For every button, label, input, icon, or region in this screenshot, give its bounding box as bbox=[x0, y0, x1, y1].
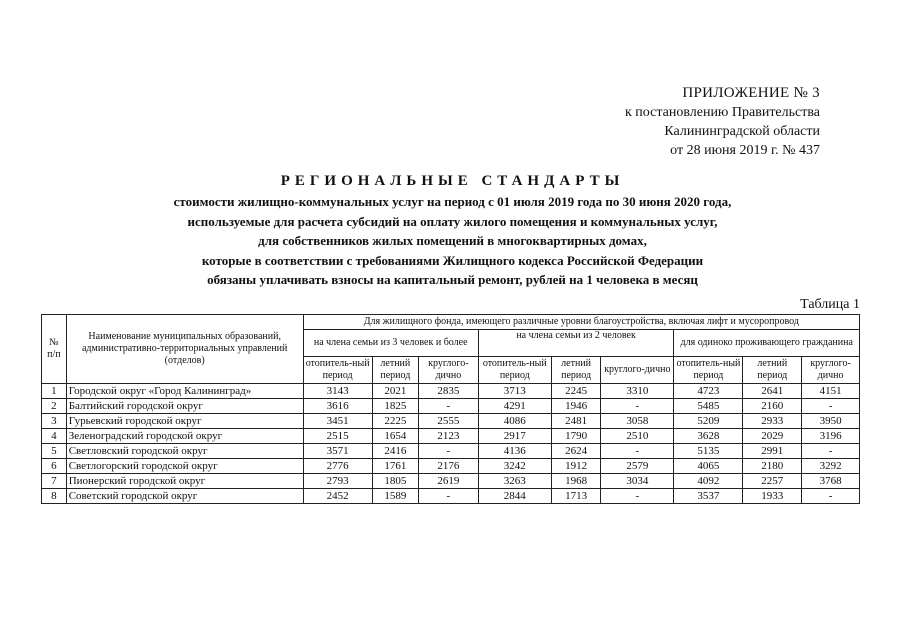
subcol-year-round: круглого-дично bbox=[802, 357, 860, 384]
col-header-name: Наименование муниципальных образований, административно-территориальных управлений (отделов) bbox=[66, 315, 303, 384]
value-cell: 2579 bbox=[601, 459, 674, 474]
value-cell: 2416 bbox=[372, 444, 418, 459]
value-cell: 1946 bbox=[551, 399, 600, 414]
value-cell: 2515 bbox=[303, 429, 372, 444]
value-cell: 2160 bbox=[743, 399, 802, 414]
municipality-name: Зеленоградский городской округ bbox=[66, 429, 303, 444]
value-cell: 3537 bbox=[674, 489, 743, 504]
subgroup-header-3-persons: на члена семьи из 3 человек и более bbox=[303, 330, 478, 357]
value-cell: 1805 bbox=[372, 474, 418, 489]
value-cell: 5485 bbox=[674, 399, 743, 414]
value-cell: 3616 bbox=[303, 399, 372, 414]
table-label: Таблица 1 bbox=[800, 297, 860, 312]
subtitle-line: стоимости жилищно-коммунальных услуг на период с 01 июля 2019 года по 30 июня 2020 года, bbox=[173, 194, 732, 209]
table-row bbox=[42, 474, 860, 489]
municipality-name: Балтийский городской округ bbox=[66, 399, 303, 414]
value-cell: 2624 bbox=[551, 444, 600, 459]
value-cell: 3310 bbox=[601, 384, 674, 399]
appendix-title: ПРИЛОЖЕНИЕ № 3 bbox=[682, 85, 820, 101]
value-cell: - bbox=[802, 489, 860, 504]
subcol-summer-period: летний период bbox=[372, 357, 418, 384]
subcol-summer-period: летний период bbox=[551, 357, 600, 384]
table-row bbox=[42, 414, 860, 429]
value-cell: - bbox=[601, 489, 674, 504]
appendix-line: к постановлению Правительства bbox=[624, 105, 820, 120]
value-cell: 1713 bbox=[551, 489, 600, 504]
municipality-name: Советский городской округ bbox=[66, 489, 303, 504]
value-cell: 5209 bbox=[674, 414, 743, 429]
value-cell: 2844 bbox=[478, 489, 551, 504]
value-cell: 3713 bbox=[478, 384, 551, 399]
row-number: 2 bbox=[42, 399, 67, 414]
subtitle-line: обязаны уплачивать взносы на капитальный ремонт, рублей на 1 человека в месяц bbox=[207, 272, 698, 287]
value-cell: 1968 bbox=[551, 474, 600, 489]
municipality-name: Городской округ «Город Калининград» bbox=[66, 384, 303, 399]
appendix-date-line: от 28 июня 2019 г. № 437 bbox=[670, 143, 820, 158]
subcol-heating-period: отопитель-ный период bbox=[674, 357, 743, 384]
appendix-line: Калининградской области bbox=[664, 124, 820, 139]
value-cell: 2641 bbox=[743, 384, 802, 399]
value-cell: 2180 bbox=[743, 459, 802, 474]
value-cell: 3242 bbox=[478, 459, 551, 474]
value-cell: - bbox=[802, 444, 860, 459]
value-cell: 1761 bbox=[372, 459, 418, 474]
value-cell: 2481 bbox=[551, 414, 600, 429]
value-cell: 2257 bbox=[743, 474, 802, 489]
subcol-year-round: круглого-дично bbox=[601, 357, 674, 384]
subcol-heating-period: отопитель-ный период bbox=[303, 357, 372, 384]
table-row bbox=[42, 429, 860, 444]
subcol-summer-period: летний период bbox=[743, 357, 802, 384]
document-subtitle bbox=[0, 192, 905, 290]
value-cell: 3058 bbox=[601, 414, 674, 429]
col-header-number: № п/п bbox=[42, 315, 67, 384]
value-cell: 2021 bbox=[372, 384, 418, 399]
subgroup-header-2-persons: на члена семьи из 2 человек bbox=[478, 330, 674, 357]
value-cell: 2510 bbox=[601, 429, 674, 444]
table-row bbox=[42, 489, 860, 504]
value-cell: 4092 bbox=[674, 474, 743, 489]
value-cell: 2176 bbox=[419, 459, 479, 474]
subgroup-header-single: для одиноко проживающего гражданина bbox=[674, 330, 860, 357]
value-cell: 1589 bbox=[372, 489, 418, 504]
value-cell: 3451 bbox=[303, 414, 372, 429]
value-cell: 1654 bbox=[372, 429, 418, 444]
subcol-heating-period: отопитель-ный период bbox=[478, 357, 551, 384]
value-cell: - bbox=[419, 444, 479, 459]
value-cell: - bbox=[802, 399, 860, 414]
value-cell: 5135 bbox=[674, 444, 743, 459]
value-cell: 2619 bbox=[419, 474, 479, 489]
value-cell: - bbox=[419, 489, 479, 504]
value-cell: 2245 bbox=[551, 384, 600, 399]
value-cell: 2793 bbox=[303, 474, 372, 489]
value-cell: - bbox=[419, 399, 479, 414]
value-cell: 1912 bbox=[551, 459, 600, 474]
value-cell: 2776 bbox=[303, 459, 372, 474]
row-number: 4 bbox=[42, 429, 67, 444]
row-number: 1 bbox=[42, 384, 67, 399]
group-header: Для жилищного фонда, имеющего различные уровни благоустройства, включая лифт и мусоропровод bbox=[303, 315, 859, 330]
value-cell: 2029 bbox=[743, 429, 802, 444]
row-number: 5 bbox=[42, 444, 67, 459]
subtitle-line: для собственников жилых помещений в многоквартирных домах, bbox=[258, 233, 647, 248]
value-cell: 2991 bbox=[743, 444, 802, 459]
value-cell: 4291 bbox=[478, 399, 551, 414]
value-cell: 4086 bbox=[478, 414, 551, 429]
document-title: РЕГИОНАЛЬНЫЕ СТАНДАРТЫ bbox=[280, 173, 625, 189]
municipality-name: Гурьевский городской округ bbox=[66, 414, 303, 429]
table-row bbox=[42, 444, 860, 459]
value-cell: 3571 bbox=[303, 444, 372, 459]
value-cell: - bbox=[601, 399, 674, 414]
value-cell: 3143 bbox=[303, 384, 372, 399]
municipality-name: Пионерский городской округ bbox=[66, 474, 303, 489]
value-cell: 2452 bbox=[303, 489, 372, 504]
value-cell: 4151 bbox=[802, 384, 860, 399]
row-number: 3 bbox=[42, 414, 67, 429]
value-cell: 3292 bbox=[802, 459, 860, 474]
value-cell: 3768 bbox=[802, 474, 860, 489]
appendix-block bbox=[625, 84, 820, 160]
value-cell: 4136 bbox=[478, 444, 551, 459]
table-row bbox=[42, 399, 860, 414]
value-cell: 2917 bbox=[478, 429, 551, 444]
row-number: 6 bbox=[42, 459, 67, 474]
value-cell: 1790 bbox=[551, 429, 600, 444]
subcol-year-round: круглого-дично bbox=[419, 357, 479, 384]
value-cell: 2555 bbox=[419, 414, 479, 429]
table-row bbox=[42, 384, 860, 399]
row-number: 8 bbox=[42, 489, 67, 504]
municipality-name: Светловский городской округ bbox=[66, 444, 303, 459]
value-cell: 2933 bbox=[743, 414, 802, 429]
municipality-name: Светлогорский городской округ bbox=[66, 459, 303, 474]
value-cell: 3628 bbox=[674, 429, 743, 444]
value-cell: 3950 bbox=[802, 414, 860, 429]
value-cell: 2123 bbox=[419, 429, 479, 444]
value-cell: 2225 bbox=[372, 414, 418, 429]
value-cell: 1933 bbox=[743, 489, 802, 504]
value-cell: 3034 bbox=[601, 474, 674, 489]
value-cell: - bbox=[601, 444, 674, 459]
value-cell: 3196 bbox=[802, 429, 860, 444]
row-number: 7 bbox=[42, 474, 67, 489]
subtitle-line: используемые для расчета субсидий на оплату жилого помещения и коммунальных услуг, bbox=[187, 213, 718, 229]
table-row bbox=[42, 459, 860, 474]
value-cell: 4065 bbox=[674, 459, 743, 474]
value-cell: 2835 bbox=[419, 384, 479, 399]
value-cell: 3263 bbox=[478, 474, 551, 489]
value-cell: 1825 bbox=[372, 399, 418, 414]
subtitle-line: которые в соответствии с требованиями Жилищного кодекса Российской Федерации bbox=[201, 252, 704, 268]
standards-table bbox=[41, 314, 860, 504]
value-cell: 4723 bbox=[674, 384, 743, 399]
